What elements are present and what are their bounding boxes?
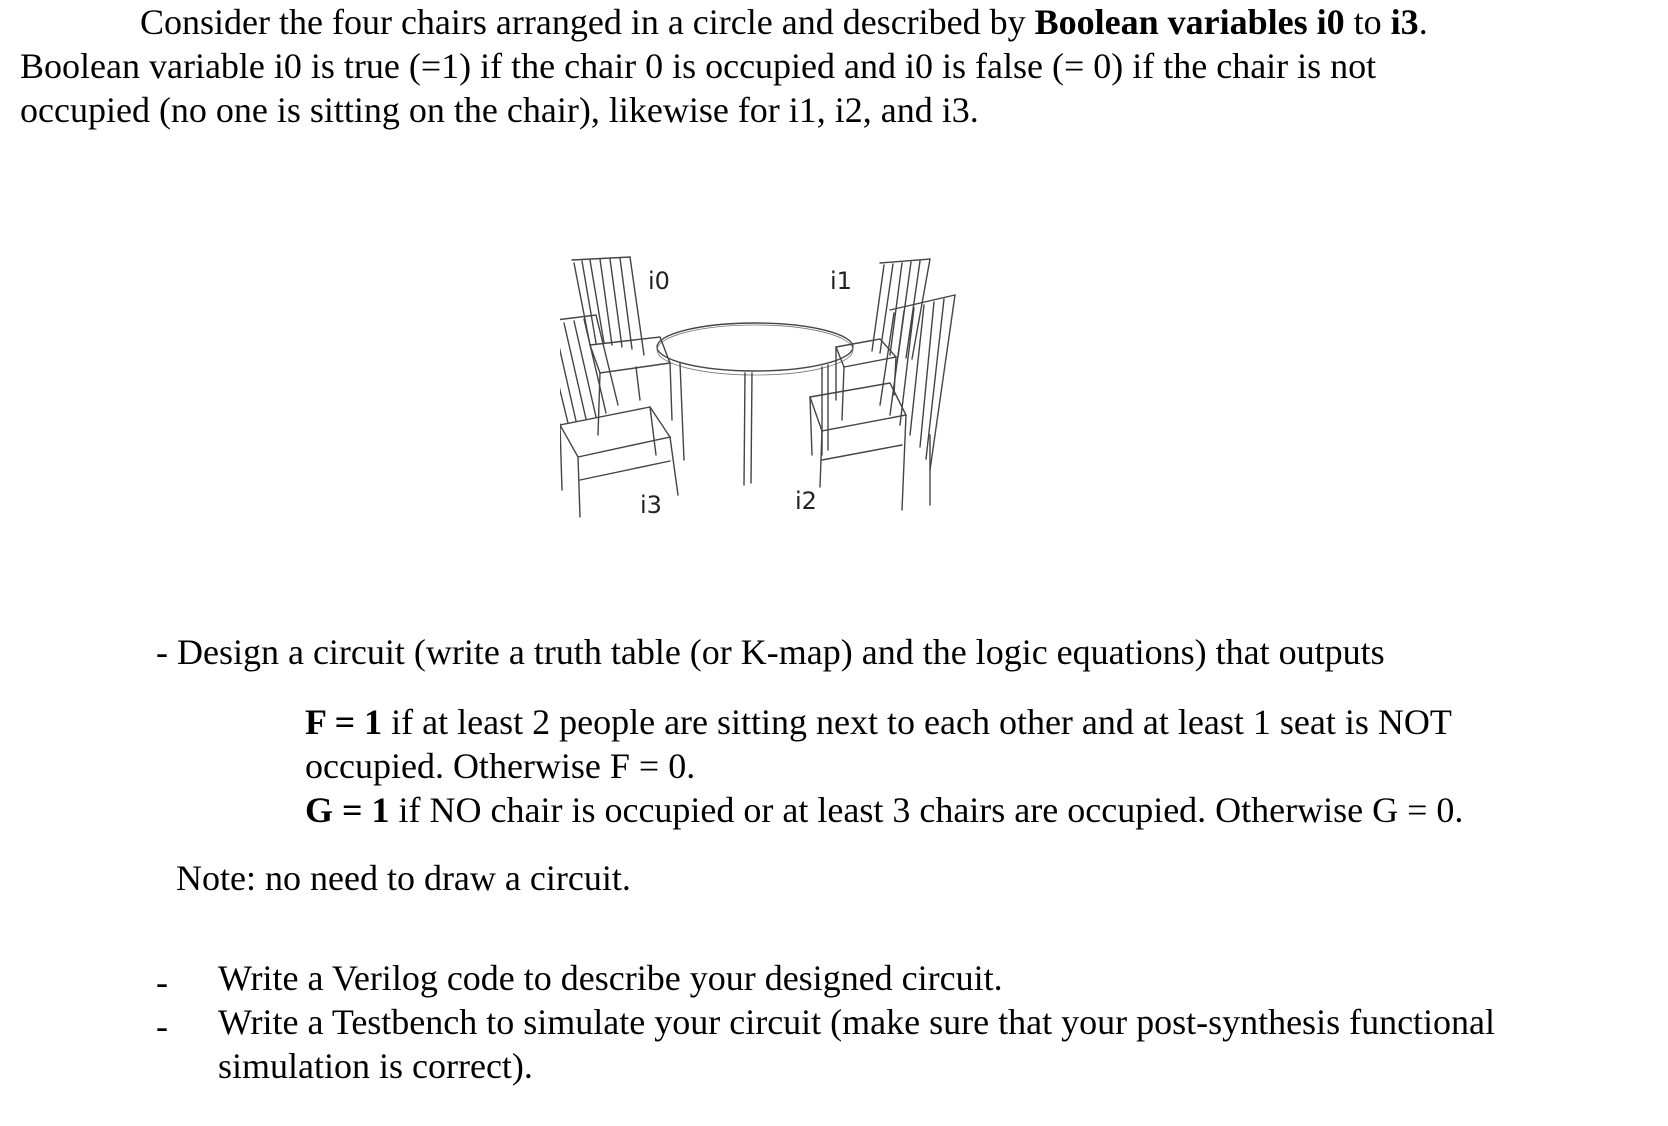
label-i0: i0	[648, 267, 670, 295]
note: Note: no need to draw a circuit.	[176, 858, 631, 898]
bullet-testbench-line-2: simulation is correct).	[218, 1046, 533, 1086]
intro-line-1	[140, 0, 1428, 44]
chair-i3	[560, 315, 678, 517]
design-instruction: - Design a circuit (write a truth table (or K-map) and the logic equations) that outputs	[156, 632, 1385, 672]
chairs-table-figure	[560, 255, 1040, 565]
g-condition: if NO chair is occupied or at least 3 chairs are occupied. Otherwise G = 0.	[389, 790, 1464, 830]
bullet-dash-1: -	[156, 962, 168, 1002]
chair-i2	[810, 295, 955, 510]
intro-text: Consider the four chairs arranged in a circle and described by	[140, 2, 1035, 42]
intro-text: .	[1418, 2, 1428, 42]
intro-text: to	[1344, 2, 1391, 42]
f-condition: if at least 2 people are sitting next to each other and at least 1 seat is NOT	[382, 702, 1452, 742]
intro-line-3: occupied (no one is sitting on the chair), likewise for i1, i2, and i3.	[20, 90, 979, 130]
f-definition-line-1	[305, 700, 1452, 744]
g-definition	[305, 788, 1463, 832]
f-definition-line-2: occupied. Otherwise F = 0.	[305, 746, 696, 786]
label-i1: i1	[830, 267, 852, 295]
label-i2: i2	[795, 487, 817, 515]
table-legs	[680, 363, 828, 485]
bullet-dash-2: -	[156, 1006, 168, 1046]
intro-bold-i3: i3	[1390, 2, 1419, 42]
f-equals-one: F = 1	[305, 702, 383, 742]
label-i3: i3	[640, 491, 662, 519]
intro-line-2: Boolean variable i0 is true (=1) if the chair 0 is occupied and i0 is false (= 0) if the chair is not	[20, 46, 1377, 86]
bullet-testbench-line-1: Write a Testbench to simulate your circuit (make sure that your post-synthesis functional	[218, 1002, 1496, 1042]
intro-bold-variables: Boolean variables i0	[1034, 2, 1345, 42]
table-top	[657, 323, 853, 371]
table-top-edge	[657, 325, 853, 375]
g-equals-one: G = 1	[305, 790, 390, 830]
bullet-verilog: Write a Verilog code to describe your designed circuit.	[218, 958, 1003, 998]
